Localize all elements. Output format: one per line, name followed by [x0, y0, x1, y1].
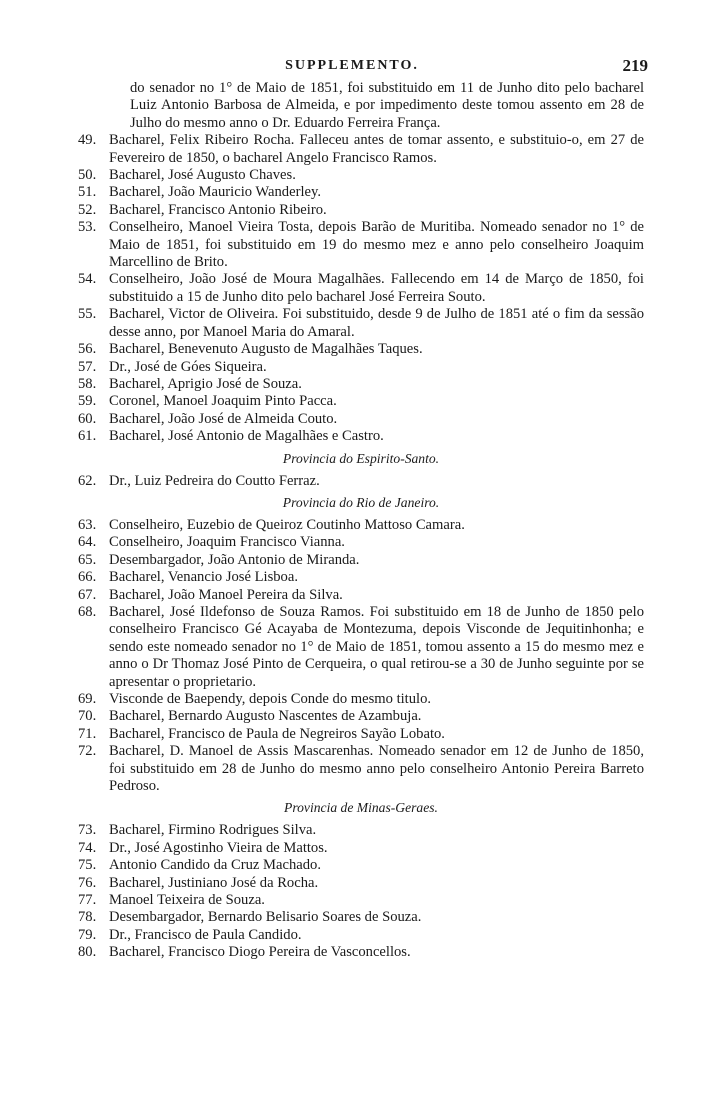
- list-item: [78, 822, 644, 839]
- entry-text: Bacharel, João José de Almeida Couto.: [109, 410, 338, 427]
- entry-number: 69.: [78, 691, 97, 707]
- list-item: [78, 840, 644, 857]
- list-item: [78, 944, 644, 961]
- page-title: SUPPLEMENTO.: [285, 58, 419, 73]
- entry-number: 51.: [78, 184, 97, 201]
- entry-number: 49.: [78, 132, 97, 149]
- list-item: [78, 569, 644, 586]
- entry-number: 67.: [78, 586, 97, 603]
- list-item: [78, 743, 644, 795]
- section-heading-espirito-santo: Provincia do Espirito-Santo.: [282, 450, 440, 466]
- entry-number: 50.: [78, 167, 97, 184]
- entry-number: 72.: [78, 743, 97, 760]
- entry-text: Bacharel, Venancio José Lisboa.: [109, 569, 298, 586]
- entry-number: 80.: [78, 944, 97, 961]
- group-rio-de-janeiro: [78, 517, 644, 796]
- list-item: [78, 909, 644, 926]
- list-item: [78, 604, 644, 691]
- entry-number: 54.: [78, 271, 97, 288]
- entry-number: 57.: [78, 358, 97, 375]
- entry-number: 59.: [78, 393, 97, 410]
- list-item: [78, 132, 644, 167]
- entry-number: 66.: [78, 569, 97, 586]
- entry-number: 55.: [78, 306, 97, 323]
- list-item: [78, 708, 644, 725]
- entry-number: 56.: [78, 341, 97, 358]
- entry-text: Manoel Teixeira de Souza.: [109, 892, 265, 909]
- entry-text: Bacharel, Bernardo Augusto Nascentes de Azambuja.: [109, 708, 422, 725]
- list-item: [78, 726, 644, 743]
- list-item: [78, 306, 644, 341]
- list-item: [78, 534, 644, 551]
- entry-text: Conselheiro, João José de Moura Magalhães. Fallecendo em 14 de Março de 1850, foi substituido a 15 de Junho dito pelo bacharel José Ferreira Souto.: [109, 271, 644, 305]
- entry-number: 76.: [78, 874, 97, 891]
- page-number: 219: [622, 56, 648, 75]
- entry-text: Coronel, Manoel Joaquim Pinto Pacca.: [109, 393, 337, 410]
- entry-number: 62.: [78, 472, 97, 489]
- running-header: [0, 52, 704, 76]
- entries-list: [78, 80, 644, 962]
- entry-text: Bacharel, D. Manoel de Assis Mascarenhas. Nomeado senador em 12 de Junho de 1850, foi substituido em 28 de Junho do mesmo anno pelo conselheiro Antonio Pereira Barreto Pedroso.: [109, 743, 644, 795]
- entry-text: Bacharel, Felix Ribeiro Rocha. Falleceu antes de tomar assento, e substituio-o, em 27 de Fevereiro de 1850, o bacharel Angelo Francisco Ramos.: [109, 132, 644, 166]
- entry-text: Antonio Candido da Cruz Machado.: [109, 857, 321, 874]
- list-item: [78, 517, 644, 534]
- continuation-paragraph: [78, 80, 644, 132]
- entry-number: 77.: [78, 892, 97, 909]
- entry-text: Bacharel, João Mauricio Wanderley.: [109, 184, 321, 201]
- entry-number: 68.: [78, 603, 97, 620]
- list-item: [78, 376, 644, 393]
- list-item: [78, 219, 644, 271]
- section-heading-minas-geraes: Provincia de Minas-Geraes.: [284, 800, 438, 816]
- entry-number: 58.: [78, 375, 97, 392]
- entry-text: Bacharel, Benevenuto Augusto de Magalhães Taques.: [109, 341, 423, 358]
- entry-text: Dr., Luiz Pedreira do Coutto Ferraz.: [109, 472, 320, 489]
- entry-text: Desembargador, Bernardo Belisario Soares de Souza.: [109, 909, 422, 926]
- entry-text: Bacharel, José Augusto Chaves.: [109, 167, 296, 184]
- entry-number: 53.: [78, 219, 97, 236]
- entry-text: Dr., José Agostinho Vieira de Mattos.: [109, 839, 328, 856]
- list-item: [78, 473, 644, 490]
- entry-number: 60.: [78, 410, 97, 427]
- group-bahia: [78, 132, 644, 445]
- entry-number: 65.: [78, 551, 97, 568]
- list-item: [78, 927, 644, 944]
- list-item: [78, 875, 644, 892]
- list-item: [78, 359, 644, 376]
- entry-text: Conselheiro, Joaquim Francisco Vianna.: [109, 534, 345, 551]
- entry-text: Bacharel, Francisco Antonio Ribeiro.: [109, 201, 327, 218]
- group-minas-geraes: [78, 822, 644, 961]
- entry-text: Visconde de Baependy, depois Conde do mesmo titulo.: [109, 691, 432, 707]
- entry-text: Bacharel, João Manoel Pereira da Silva.: [109, 586, 343, 603]
- entry-number: 61.: [78, 428, 97, 445]
- entry-number: 52.: [78, 201, 97, 218]
- group-espirito-santo: [78, 473, 644, 490]
- entry-number: 74.: [78, 839, 97, 856]
- section-heading-rio-de-janeiro: Provincia do Rio de Janeiro.: [282, 494, 440, 510]
- entry-text: Bacharel, Victor de Oliveira. Foi substituido, desde 9 de Julho de 1851 até o fim da sessão desse anno, por Manoel Maria do Amaral.: [109, 306, 644, 340]
- list-item: [78, 341, 644, 358]
- entry-number: 70.: [78, 708, 97, 725]
- list-item: [78, 587, 644, 604]
- list-item: [78, 184, 644, 201]
- entry-text: Conselheiro, Manoel Vieira Tosta, depois Barão de Muritiba. Nomeado senador no 1° de Maio de 1851, foi substituido em 19 do mesmo mez e anno pelo conselheiro Joaquim Marcellino de Brito.: [109, 219, 644, 271]
- entry-text: Bacharel, José Ildefonso de Souza Ramos. Foi substituido em 18 de Junho de 1850 pelo conselheiro Francisco Gé Acayaba de Montezuma, depois Visconde de Jequitinhonha; e sendo este nomeado senador no 1° de Maio de 1851, tomou assento a 15 do mesmo mez e anno o Dr Thomaz José Pinto de Cerqueira, o qual retirou-se a 30 de Junho seguinte por se apresentar o proprietario.: [109, 603, 644, 690]
- entry-number: 64.: [78, 534, 97, 551]
- list-item: [78, 411, 644, 428]
- entry-text: Bacharel, Aprigio José de Souza.: [109, 375, 302, 392]
- entry-text: Bacharel, Francisco Diogo Pereira de Vasconcellos.: [109, 944, 411, 961]
- entry-number: 75.: [78, 857, 97, 874]
- list-item: [78, 857, 644, 874]
- entry-text: Bacharel, Firmino Rodrigues Silva.: [109, 822, 317, 839]
- entry-number: 63.: [78, 516, 97, 533]
- continuation-text: do senador no 1° de Maio de 1851, foi substituido em 11 de Junho dito pelo bacharel Luiz Antonio Barbosa de Almeida, e por impedimento deste tomou assento em 28 de Julho do mesmo anno o Dr. Eduardo Ferreira França.: [130, 80, 644, 131]
- list-item: [78, 271, 644, 306]
- list-item: [78, 202, 644, 219]
- entry-text: Bacharel, Francisco de Paula de Negreiros Sayão Lobato.: [109, 725, 445, 742]
- entry-text: Dr., José de Góes Siqueira.: [109, 358, 267, 375]
- list-item: [78, 167, 644, 184]
- entry-number: 71.: [78, 725, 97, 742]
- list-item: [78, 393, 644, 410]
- entry-number: 79.: [78, 926, 97, 943]
- entry-text: Bacharel, José Antonio de Magalhães e Castro.: [109, 428, 384, 445]
- entry-number: 73.: [78, 822, 97, 839]
- entry-text: Conselheiro, Euzebio de Queiroz Coutinho Mattoso Camara.: [109, 516, 465, 533]
- list-item: [78, 691, 644, 708]
- list-item: [78, 428, 644, 445]
- list-item: [78, 892, 644, 909]
- entry-text: Bacharel, Justiniano José da Rocha.: [109, 874, 319, 891]
- entry-text: Desembargador, João Antonio de Miranda.: [109, 551, 360, 568]
- entry-number: 78.: [78, 909, 97, 926]
- list-item: [78, 552, 644, 569]
- entry-text: Dr., Francisco de Paula Candido.: [109, 926, 302, 943]
